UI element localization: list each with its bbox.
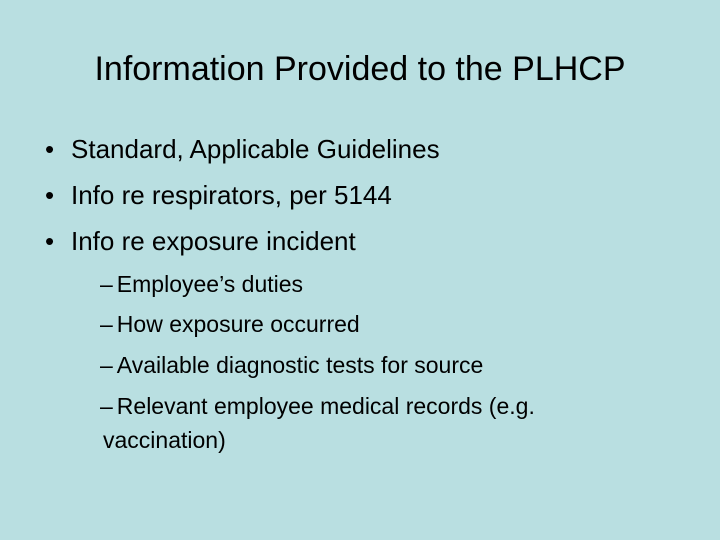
bullet-item — [45, 177, 392, 213]
sub-bullet-item — [100, 268, 303, 300]
sub-bullet-item — [100, 349, 483, 381]
sub-bullet-text: Relevant employee medical records (e.g. — [116, 393, 535, 419]
sub-bullet-marker: – — [100, 393, 113, 419]
bullet-item — [45, 223, 356, 259]
bullet-text: Standard, Applicable Guidelines — [71, 134, 440, 164]
bullet-marker: • — [45, 226, 55, 256]
sub-bullet-item — [100, 308, 360, 340]
sub-bullet-text: How exposure occurred — [116, 311, 360, 337]
sub-bullet-marker: – — [100, 311, 113, 337]
sub-bullet-text: Employee’s duties — [116, 271, 304, 297]
bullet-text: Info re exposure incident — [71, 226, 356, 256]
sub-bullet-text: Available diagnostic tests for source — [116, 352, 484, 378]
bullet-marker: • — [45, 134, 55, 164]
slide-title: Information Provided to the PLHCP — [94, 50, 626, 88]
sub-bullet-continuation: vaccination) — [103, 427, 226, 453]
bullet-item — [45, 131, 440, 167]
sub-bullet-marker: – — [100, 271, 113, 297]
bullet-marker: • — [45, 180, 55, 210]
bullet-text: Info re respirators, per 5144 — [71, 180, 392, 210]
sub-bullet-item — [100, 390, 535, 422]
sub-bullet-marker: – — [100, 352, 113, 378]
